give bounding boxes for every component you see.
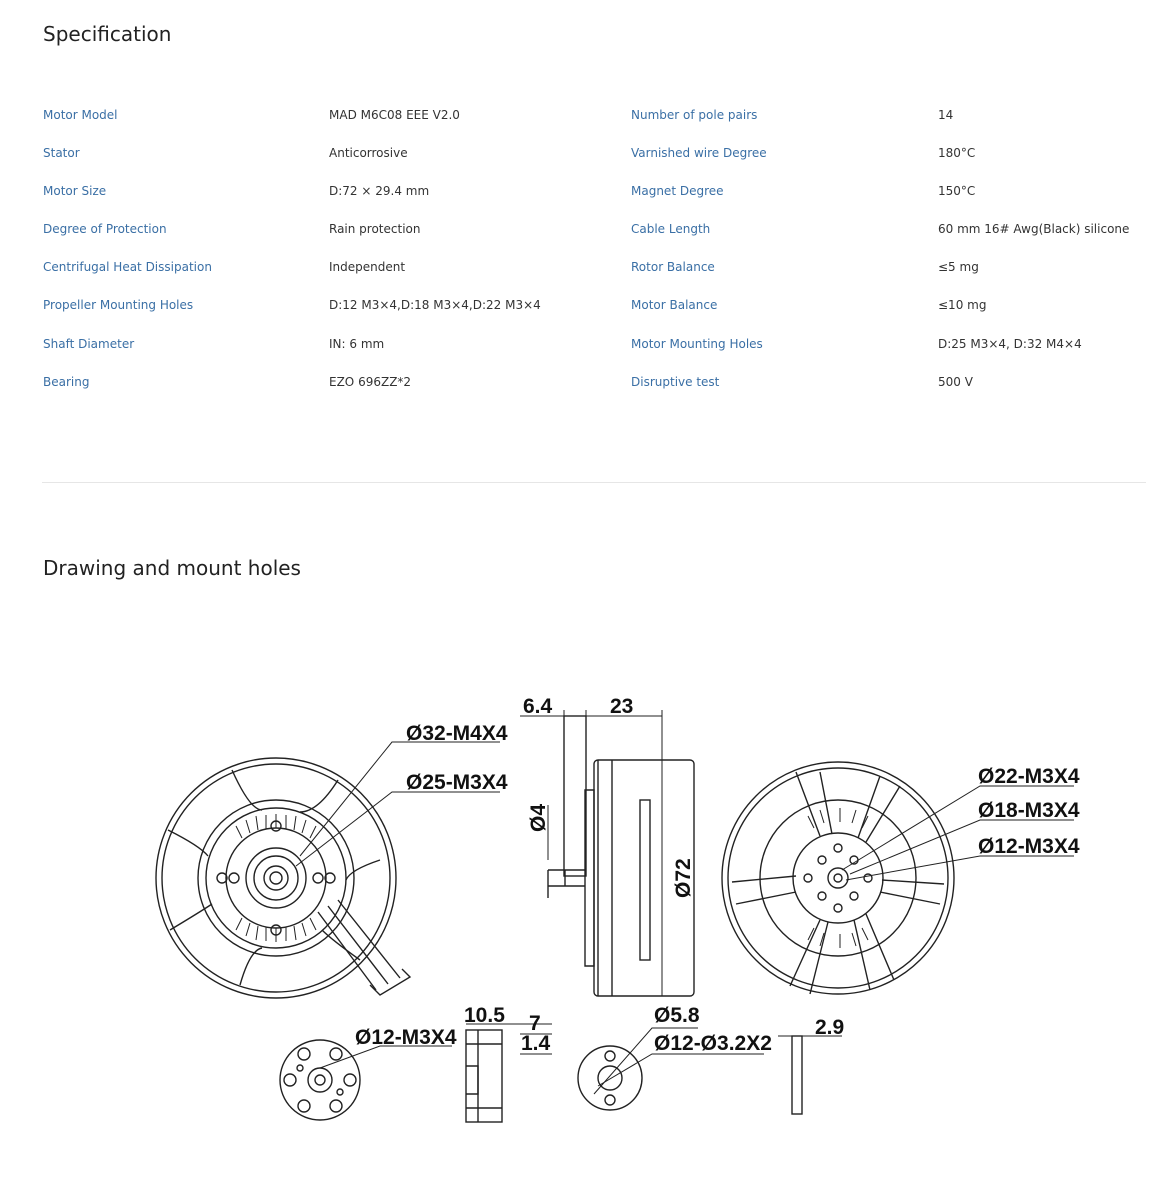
dim-22: Ø22-M3X4 — [978, 765, 1080, 788]
motor-technical-drawing — [0, 600, 1170, 1160]
dim-5-8: Ø5.8 — [654, 1004, 700, 1027]
washer-side — [778, 1036, 842, 1114]
spec-value: Anticorrosive — [329, 146, 408, 160]
spec-row — [0, 295, 1170, 315]
spec-value: D:72 × 29.4 mm — [329, 184, 430, 198]
spec-label: Motor Mounting Holes — [631, 337, 763, 351]
dim-72: Ø72 — [672, 858, 695, 898]
spec-label: Centrifugal Heat Dissipation — [43, 260, 212, 274]
dim-7: 7 — [529, 1012, 541, 1035]
motor-top-view — [722, 762, 1074, 994]
specification-heading: Specification — [43, 22, 172, 46]
dim-2-9: 2.9 — [815, 1016, 845, 1039]
spec-label: Degree of Protection — [43, 222, 167, 236]
dim-12-top: Ø12-M3X4 — [978, 835, 1080, 858]
spec-label: Magnet Degree — [631, 184, 724, 198]
prop-adapter-front — [280, 1040, 452, 1120]
spec-value: ≤5 mg — [938, 260, 979, 274]
spec-row — [0, 372, 1170, 392]
spec-value: ≤10 mg — [938, 298, 987, 312]
spec-value: D:25 M3×4, D:32 M4×4 — [938, 337, 1082, 351]
spec-label: Motor Size — [43, 184, 107, 198]
spec-value: D:12 M3×4,D:18 M3×4,D:22 M3×4 — [329, 298, 541, 312]
section-divider — [42, 482, 1146, 483]
dim-23: 23 — [610, 695, 634, 718]
spec-value: Rain protection — [329, 222, 421, 236]
spec-row — [0, 143, 1170, 163]
dim-4: Ø4 — [527, 803, 550, 832]
dim-12-washer: Ø12-Ø3.2X2 — [654, 1032, 772, 1055]
spec-value: 14 — [938, 108, 954, 122]
spec-label: Disruptive test — [631, 375, 720, 389]
spec-value: Independent — [329, 260, 406, 274]
spec-row — [0, 105, 1170, 125]
spec-label: Bearing — [43, 375, 90, 389]
spec-row — [0, 334, 1170, 354]
spec-value: MAD M6C08 EEE V2.0 — [329, 108, 460, 122]
spec-label: Motor Model — [43, 108, 118, 122]
dim-25: Ø25-M3X4 — [406, 771, 508, 794]
spec-value: 60 mm 16# Awg(Black) silicone — [938, 222, 1130, 236]
spec-value: 150°C — [938, 184, 976, 198]
spec-value: 180°C — [938, 146, 976, 160]
dim-6-4: 6.4 — [523, 695, 553, 718]
dim-10-5: 10.5 — [464, 1004, 505, 1027]
spec-value: IN: 6 mm — [329, 337, 385, 351]
spec-label: Number of pole pairs — [631, 108, 758, 122]
spec-row — [0, 219, 1170, 239]
spec-label: Varnished wire Degree — [631, 146, 767, 160]
spec-label: Shaft Diameter — [43, 337, 135, 351]
dim-12-adapter: Ø12-M3X4 — [355, 1026, 457, 1049]
dim-32: Ø32-M4X4 — [406, 722, 508, 745]
spec-value: EZO 696ZZ*2 — [329, 375, 412, 389]
drawing-heading: Drawing and mount holes — [43, 556, 301, 580]
spec-row — [0, 181, 1170, 201]
motor-side-view — [520, 710, 694, 996]
spec-value: 500 V — [938, 375, 973, 389]
spec-label: Propeller Mounting Holes — [43, 298, 194, 312]
spec-row — [0, 257, 1170, 277]
spec-label: Rotor Balance — [631, 260, 715, 274]
dim-1-4: 1.4 — [521, 1032, 551, 1055]
dim-18: Ø18-M3X4 — [978, 799, 1080, 822]
spec-label: Motor Balance — [631, 298, 718, 312]
spec-label: Cable Length — [631, 222, 711, 236]
spec-label: Stator — [43, 146, 80, 160]
